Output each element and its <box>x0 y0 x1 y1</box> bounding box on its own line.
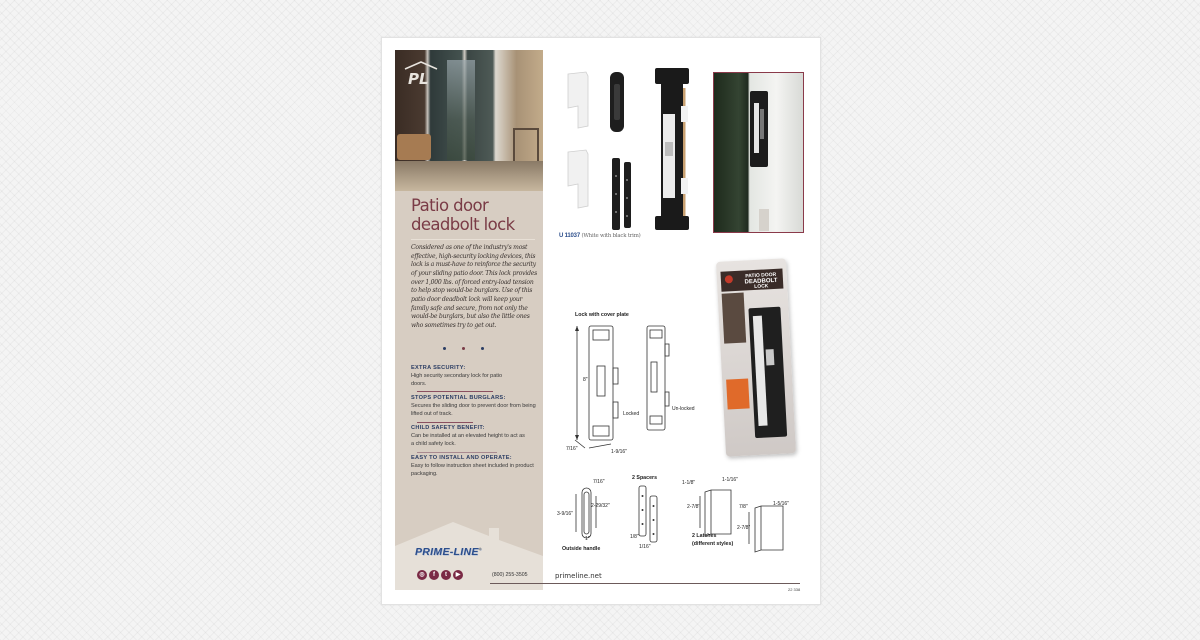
dim-latch2-width: 1-5/16" <box>773 501 789 507</box>
prime-line-logo <box>415 546 482 558</box>
flyer-page <box>381 37 821 605</box>
product-sku <box>559 233 641 239</box>
outside-handle-diagram <box>572 484 602 544</box>
registered-mark: ® <box>478 546 482 552</box>
dim-handle-top: 7/16" <box>593 479 605 485</box>
dot-icon <box>481 347 484 350</box>
feature-heading: EASY TO INSTALL AND OPERATE: <box>411 455 512 461</box>
dim-latch1-width: 1-1/16" <box>722 477 738 483</box>
dim-lock-width: 1-9/16" <box>611 449 627 455</box>
divider <box>417 422 473 423</box>
pl-logo-icon <box>403 60 439 86</box>
title-line-1: Patio door <box>411 196 489 215</box>
twitter-icon[interactable]: t <box>441 570 451 580</box>
youtube-icon[interactable]: ▶ <box>453 570 463 580</box>
dot-icon <box>443 347 446 350</box>
instagram-icon[interactable]: ◎ <box>417 570 427 580</box>
package-label <box>739 272 784 291</box>
dim-latch2-height: 2-7/8" <box>737 525 751 531</box>
page-number: 22 338 <box>788 587 801 592</box>
latches-label-line-2: (different styles) <box>692 541 734 547</box>
divider <box>417 452 497 453</box>
footer-divider <box>490 583 800 584</box>
brand-name: PRIME-LINE <box>415 546 479 558</box>
product-parts-photo <box>558 66 694 234</box>
feature-text: High security secondary lock for patio doors. <box>411 373 503 388</box>
website-link[interactable]: primeline.net <box>555 572 602 580</box>
package-label-line: LOCK <box>754 283 769 290</box>
feature-text: Secures the sliding door to prevent door from being lifted out of track. <box>411 403 536 418</box>
latches-label <box>692 533 733 547</box>
dim-latch1-depth: 1-1/8" <box>682 480 696 486</box>
sku-number: U 11037 <box>559 233 580 239</box>
finish-note: (White with black trim) <box>581 233 641 239</box>
feature-easy-install <box>411 454 539 479</box>
social-links <box>417 570 463 580</box>
phone-number: (800) 255-3505 <box>492 572 528 578</box>
dim-latch2-depth: 7/8" <box>739 504 748 510</box>
spacers-diagram <box>635 484 665 544</box>
spacers-label: 2 Spacers <box>632 475 658 481</box>
dot-icon <box>462 347 465 350</box>
unlocked-label: Un-locked <box>672 406 695 412</box>
dim-latch1-height: 2-7/8" <box>687 504 701 510</box>
latches-label-line-1: 2 Latches <box>692 533 717 539</box>
dim-handle-height: 3-9/16" <box>557 511 573 517</box>
feature-heading: CHILD SAFETY BENEFIT: <box>411 425 485 431</box>
divider <box>417 391 493 392</box>
title-line-2: deadbolt lock <box>411 215 515 234</box>
dim-handle-inner: 2-29/32" <box>591 503 610 509</box>
feature-heading: STOPS POTENTIAL BURGLARS: <box>411 395 506 401</box>
page-title <box>411 196 539 234</box>
package-label-line: PATIO DOOR <box>745 271 777 280</box>
dim-handle-bottom: 1" <box>585 536 590 542</box>
feature-stops-burglars <box>411 394 539 419</box>
feature-child-safety <box>411 424 539 449</box>
decorative-dots <box>443 347 493 353</box>
outside-handle-label: Outside handle <box>562 546 601 552</box>
diagram-lock-title: Lock with cover plate <box>575 312 629 318</box>
dim-lock-height: 8" <box>583 377 588 383</box>
feature-heading: EXTRA SECURITY: <box>411 365 466 371</box>
dim-spacer-b: 1/16" <box>639 544 651 550</box>
installed-lock-photo <box>713 72 804 233</box>
dim-spacer-a: 1/8" <box>630 534 639 540</box>
package-label-line: DEADBOLT <box>744 277 778 285</box>
divider <box>411 239 535 240</box>
locked-label: Locked <box>623 411 640 417</box>
facebook-icon[interactable]: f <box>429 570 439 580</box>
product-description: Considered as one of the industry's most effective, high-security locking devices, this lock is a must-have to reinforce the security of your sliding patio door. This lock provides over 1,000 lbs. of forced entry-load tension to help stop would-be burglars. Use of this patio door deadbolt lock will keep your family safe and secure, from not only the would-be burglars, but also the little ones who sometimes try to get out. <box>411 244 537 329</box>
product-package-photo <box>716 258 796 456</box>
feature-text: Can be installed at an elevated height to act as a child safety lock. <box>411 433 525 448</box>
hero-photo-patio-door <box>395 50 543 191</box>
svg-text:PL: PL <box>408 70 429 86</box>
dim-lock-depth: 7/16" <box>566 446 578 452</box>
feature-text: Easy to follow instruction sheet included in product packaging. <box>411 463 534 478</box>
lock-diagram <box>565 322 695 462</box>
feature-extra-security <box>411 364 539 389</box>
sidebar-panel <box>395 50 543 590</box>
